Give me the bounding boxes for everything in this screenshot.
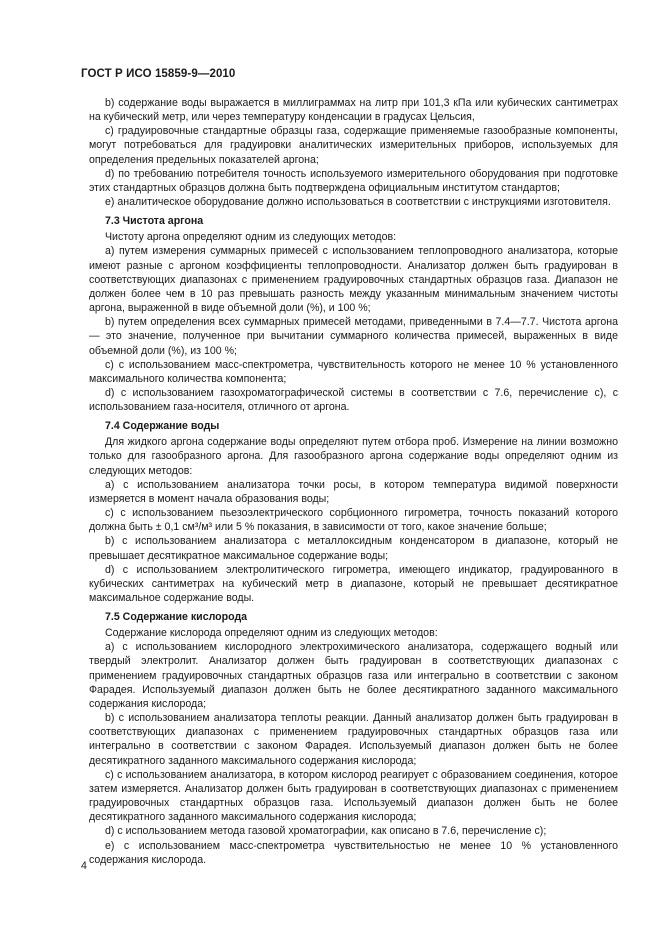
section-7-3-item-d: d) с использованием газохроматографической системы в соответствии с 7.6, перечисление с), с использованием газа-носителя, отличного от аргона. (89, 386, 618, 414)
section-7-5-item-d: d) с использованием метода газовой хроматографии, как описано в 7.6, перечисление с); (105, 825, 547, 838)
section-7-5-item-c: c) с использованием анализатора, в котором кислород реагирует с образованием соединения, которое затем измеряется. Анализатор должен быть градуирован в соответствующих диапазонах с применением градуировочных стандартных образцов газа. Используемый диапазон должен быть не более десятикратного заданного максимального содержания кислорода; (89, 768, 618, 824)
section-7-3-item-a: a) путем измерения суммарных примесей с использованием теплопроводного анализатора, которые имеют разные с аргоном коэффициенты теплопроводности. Анализатор должен быть градуирован в соответствующих диапазонах с применением градуировочных стандартных образцов газа. Диапазон не должен более чем в 10 раз превышать разность между указанным минимальным значением чистоты аргона, выраженной в виде объемной доли (%), и 100 %; (89, 245, 618, 315)
section-7-3-item-b: b) путем определения всех суммарных примесей методами, приведенными в 7.4—7.7. Чистота аргона — это значение, полученное при вычитании суммарного количества примесей, выраженных в виде объемной доли (%), из 100 %; (89, 316, 618, 357)
section-7-5-lead: Содержание кислорода определяют одним из следующих методов: (105, 627, 438, 640)
section-7-4-lead: Для жидкого аргона содержание воды определяют путем отбора проб. Измерение на линии возможно только для газообразного аргона. Для газообразного аргона содержание воды определяют одним из следующих методов: (89, 436, 618, 477)
section-7-3-item-c: c) с использованием масс-спектрометра, чувствительность которого не менее 10 % установленного максимального количества компонента; (89, 358, 618, 385)
section-7-5-item-a: a) с использованием кислородного электрохимического анализатора, содержащего водный или твердый электролит. Анализатор должен быть градуирован в соответствующих диапазонах с применением градуировочных стандартных образцов газа или интегрально в соответствии с законом Фарадея. Используемый диапазон должен быть не более десятикратного заданного максимального содержания кислорода; (89, 641, 618, 710)
section-7-5-item-e: e) с использованием масс-спектрометра чувствительностью не менее 10 % установленного содержания кислорода. (89, 839, 618, 866)
section-7-3-lead: Чистоту аргона определяют одним из следующих методов: (105, 231, 397, 244)
intro-item-c: c) градуировочные стандартные образцы газа, содержащие применяемые газообразные компоненты, могут потребоваться для градуировки аналитических измерительных приборов, используемых для определения предельных показателей аргона; (89, 125, 618, 166)
section-heading-7-5: 7.5 Содержание кислорода (105, 611, 248, 624)
intro-item-d: d) по требованию потребителя точность используемого измерительного оборудования при подготовке этих стандартных образцов должна быть подтверждена официальным институтом стандартов; (89, 167, 618, 194)
section-heading-7-3: 7.3 Чистота аргона (105, 215, 204, 228)
section-7-4-item-c: c) с использованием пьезоэлектрического сорбционного гигрометра, точность показаний которого должна быть ± 0,1 см³/м³ или 5 % показания, в зависимости от того, какое значение больше; (89, 507, 618, 534)
section-7-5-item-b: b) с использованием анализатора теплоты реакции. Данный анализатор должен быть градуирован в соответствующих диапазонах с применением градуировочных стандартных образцов газа или интегрально в соответствии с законом Фарадея. Используемый диапазон должен быть не более десятикратного заданного максимального содержания кислорода; (89, 712, 618, 767)
section-heading-7-4: 7.4 Содержание воды (105, 420, 220, 433)
document-body (89, 96, 618, 867)
document-header: ГОСТ Р ИСО 15859-9—2010 (81, 68, 236, 80)
section-7-4-item-a: a) с использованием анализатора точки росы, в котором температура видимой поверхности измеряется в момент начала образования воды; (89, 478, 618, 505)
section-7-4-item-d: d) с использованием электролитического гигрометра, имеющего индикатор, градуированного в кубических сантиметрах на кубический метр в диапазоне, который не превышает десятикратное максимальное содержание воды. (89, 563, 618, 604)
intro-item-b: b) содержание воды выражается в миллиграммах на литр при 101,3 кПа или кубических сантиметрах на кубический метр, или через температуру конденсации в градусах Цельсия, (89, 97, 618, 124)
section-7-4-item-b: b) с использованием анализатора с металлоксидным конденсатором в диапазоне, который не превышает десятикратное максимальное содержание воды; (89, 535, 618, 562)
page-number: 4 (81, 860, 87, 872)
intro-item-e: e) аналитическое оборудование должно использоваться в соответствии с инструкциями изготовителя. (105, 196, 611, 209)
